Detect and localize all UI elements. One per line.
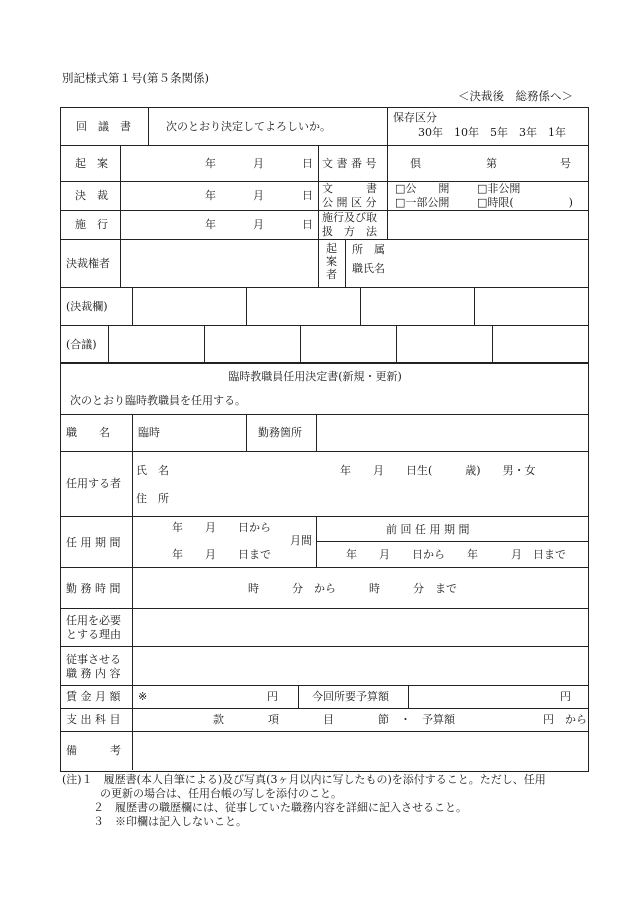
kian-label: 起 案 [75, 157, 108, 170]
retention-options[interactable]: 30年 10年 5年 3年 1年 [418, 126, 566, 139]
method-label-2: 扱 方 法 [322, 225, 377, 238]
kessai-ran-label: (決裁欄) [66, 300, 108, 313]
position-label: 職 名 [66, 426, 110, 439]
budget-label: 今回所要予算額 [312, 690, 389, 703]
kessai-day: 日 [302, 189, 313, 202]
appointee-name-label: 氏 名 [136, 464, 169, 477]
method-label-1: 施行及び取 [322, 211, 377, 224]
expense-label: 支 出 科 目 [66, 713, 121, 726]
disc-timed-checkbox[interactable]: □時限( ) [477, 196, 573, 209]
note-2: ２ 履歴書の職歴欄には、従事していた職務内容を詳細に記入させること。 [93, 801, 467, 814]
duty-label-1: 従事させる [66, 653, 121, 666]
prev-period-value: 年 月 日から 年 月 日まで [346, 548, 566, 561]
hours-label: 勤 務 時 間 [66, 582, 121, 595]
appointee-address-label: 住 所 [136, 492, 169, 505]
disclosure-label-2: 公 開 区 分 [322, 196, 377, 209]
disc-open-checkbox[interactable]: □公 開 [395, 182, 450, 195]
wage-mark: ※ [138, 690, 148, 703]
reason-label-1: 任用を必要 [66, 614, 121, 627]
retention-label: 保存区分 [393, 111, 437, 124]
note-1a: (注)１ 履歴書(本人自筆による)及び写真(3ヶ月以内に写したもの)を添付すること。ただし、任用 [62, 773, 546, 786]
authority-label: 決裁権者 [66, 257, 110, 270]
position-value: 臨時 [138, 426, 160, 439]
note-3: ３ ※印欄は記入しないこと。 [93, 815, 247, 828]
shiko-label: 施 行 [75, 218, 108, 231]
disc-partial-checkbox[interactable]: □一部公開 [395, 196, 450, 209]
gougi-label: (合議) [66, 338, 97, 351]
period-label: 任 用 期 間 [66, 536, 121, 549]
docno-ku: 倶 [410, 157, 421, 170]
docno-go: 号 [560, 157, 571, 170]
kian-day: 日 [302, 157, 313, 170]
kian-month: 月 [253, 157, 264, 170]
kaigisho-label: 回 議 書 [76, 120, 131, 133]
shiko-month: 月 [253, 218, 264, 231]
hours-value: 時 分 から 時 分 まで [248, 582, 457, 595]
form-number: 別記様式第１号(第５条関係) [62, 71, 209, 85]
kessai-year: 年 [205, 189, 216, 202]
kessai-month: 月 [253, 189, 264, 202]
period-months: 月間 [290, 534, 312, 547]
dept-label: 所 属 [352, 243, 385, 256]
disclosure-label-1: 文 書 [322, 182, 377, 195]
wage-yen: 円 [267, 690, 278, 703]
kessai-label: 決 裁 [75, 189, 108, 202]
disc-closed-checkbox[interactable]: □非公開 [477, 182, 521, 195]
workplace-label: 勤務箇所 [258, 426, 302, 439]
drafter-label: 起案者 [326, 242, 337, 281]
expense-value: 款 項 目 節 ・ 予算額 円 から [213, 713, 587, 726]
period-to: 年 月 日まで [172, 548, 271, 561]
docno-label: 文 書 番 号 [322, 157, 377, 170]
staff-name-label: 職氏名 [352, 262, 385, 275]
appointee-birth: 年 月 日生( 歳) 男・女 [340, 464, 536, 477]
wage-label: 賃 金 月 額 [66, 690, 121, 703]
proposal-text: 次のとおり決定してよろしいか。 [166, 120, 331, 133]
shiko-year: 年 [205, 218, 216, 231]
budget-yen: 円 [560, 690, 571, 703]
shiko-day: 日 [302, 218, 313, 231]
kian-year: 年 [205, 157, 216, 170]
reason-label-2: とする理由 [66, 628, 121, 641]
prev-period-label: 前 回 任 用 期 間 [386, 523, 470, 536]
appointee-label: 任用する者 [66, 477, 121, 490]
decision-title: 臨時教職員任用決定書(新規・更新) [228, 370, 402, 383]
decision-statement: 次のとおり臨時教職員を任用する。 [70, 394, 246, 407]
period-from: 年 月 日から [172, 521, 271, 534]
duty-label-2: 職 務 内 容 [66, 667, 121, 680]
note-1b: の更新の場合は、任用台帳の写しを添付のこと。 [100, 787, 342, 800]
docno-dai: 第 [486, 157, 497, 170]
remarks-label: 備 考 [66, 744, 121, 757]
routing-note: ＜決裁後 総務係へ＞ [458, 89, 573, 103]
